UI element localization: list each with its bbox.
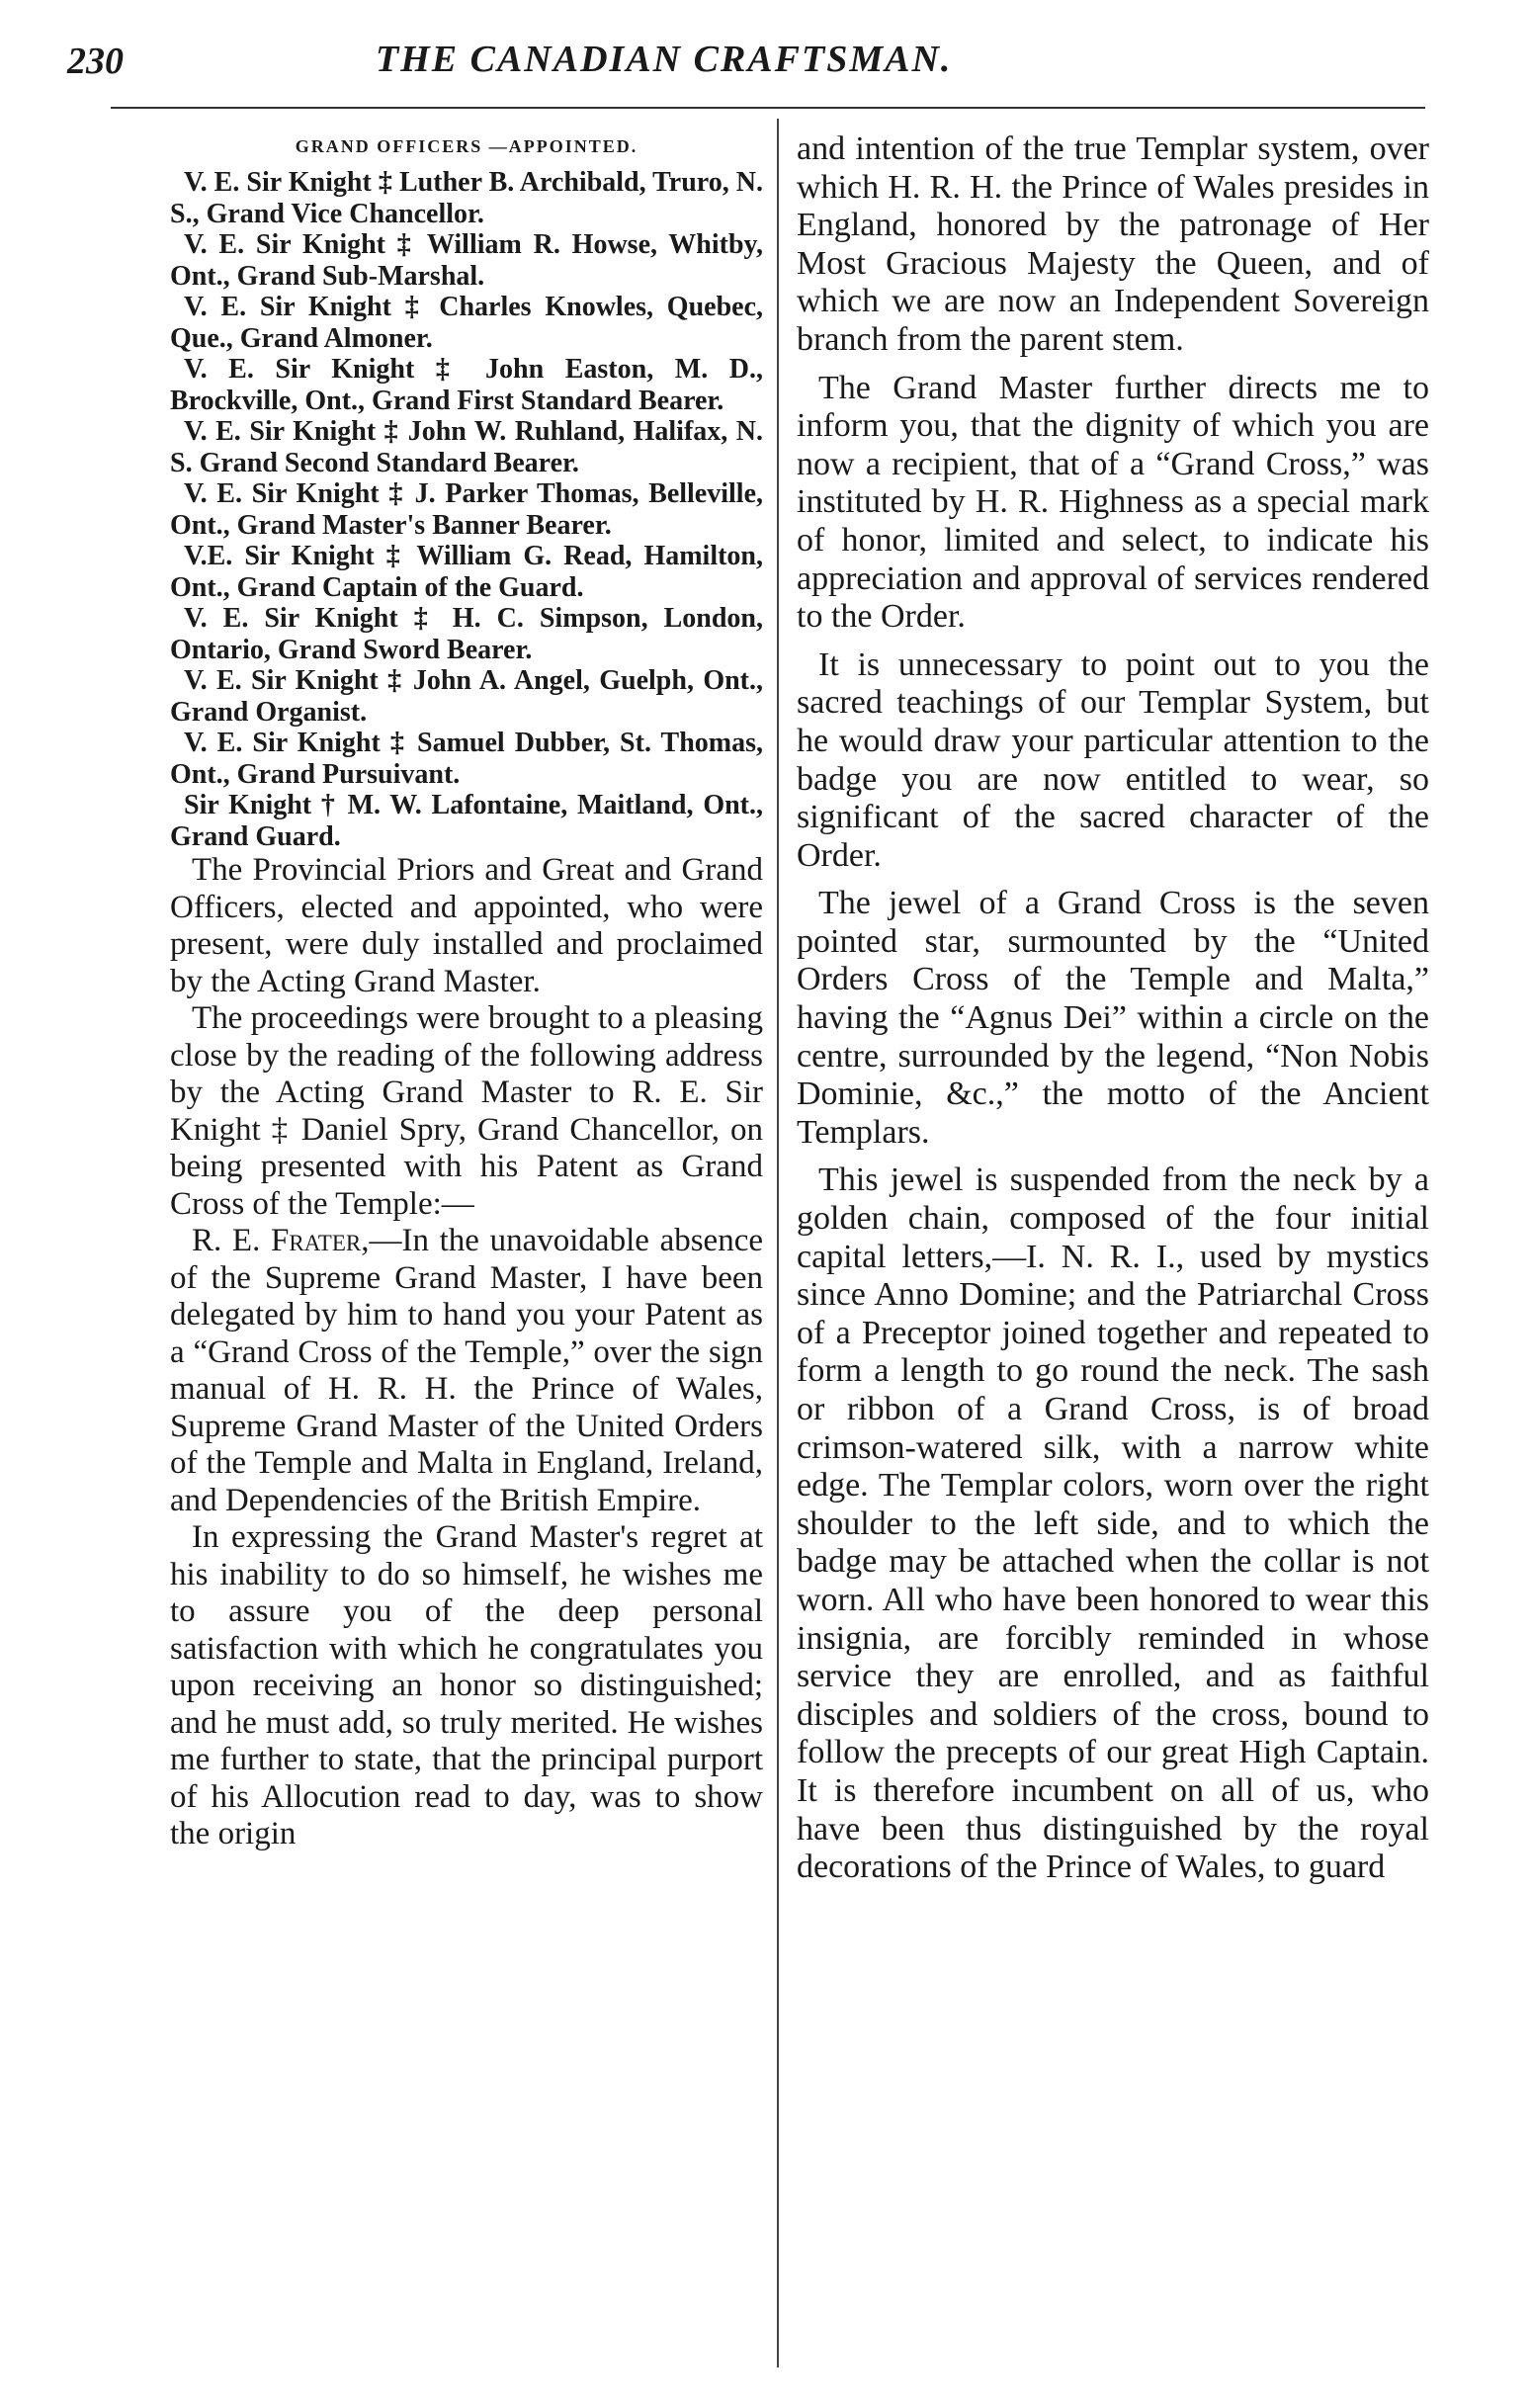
officer-entry: V. E. Sir Knight ‡ Luther B. Archibald, Truro, N. S., Grand Vice Chancellor. xyxy=(170,167,763,229)
officer-entry: V. E. Sir Knight ‡ H. C. Simpson, London, Ontario, Grand Sword Bearer. xyxy=(170,603,763,665)
paragraph-proceedings: The proceedings were brought to a pleasing close by the reading of the following address by the Acting Grand Master to R. E. Sir Knight ‡ Daniel Spry, Grand Chancellor, on being presented with his Patent as Grand Cross of the Temple:— xyxy=(170,1000,763,1222)
left-column xyxy=(170,130,763,1853)
paragraph-jewel: The jewel of a Grand Cross is the seven pointed star, surmounted by the “United Orders Cross of the Temple and Malta,” having the “Agnus Dei” within a circle on the centre, surrounded by the legend, “Non Nobis Dominie, &c.,” the motto of the Ancient Templars. xyxy=(797,885,1429,1151)
running-title: THE CANADIAN CRAFTSMAN. xyxy=(376,39,953,80)
column-divider xyxy=(777,119,779,2367)
header-rule xyxy=(111,107,1425,109)
officer-entry: Sir Knight † M. W. Lafontaine, Maitland, Ont., Grand Guard. xyxy=(170,790,763,852)
paragraph-regret: In expressing the Grand Master's regret at his inability to do so himself, he wishes me to assure you of the deep personal satisfaction with which he congratulates you upon receiving an honor so distinguished; and he must add, so truly merited. He wishes me further to state, that the principal purport of his Allocution read to day, was to show the origin xyxy=(170,1519,763,1851)
officer-entry: V. E. Sir Knight ‡ J. Parker Thomas, Belleville, Ont., Grand Master's Banner Bearer. xyxy=(170,478,763,541)
right-column xyxy=(797,130,1429,1887)
paragraph-address-opening xyxy=(170,1223,763,1519)
officer-entry: V. E. Sir Knight ‡ John A. Angel, Guelph, Ont., Grand Organist. xyxy=(170,665,763,728)
officer-entry: V. E. Sir Knight ‡ John Easton, M. D., Brockville, Ont., Grand First Standard Bearer. xyxy=(170,354,763,416)
paragraph-continuation: and intention of the true Templar system, over which H. R. H. the Prince of Wales presides in England, honored by the patronage of Her Most Gracious Majesty the Queen, and of which we are now an Independent Sovereign branch from the parent stem. xyxy=(797,130,1429,358)
paragraph-suspended: This jewel is suspended from the neck by a golden chain, composed of the four initial capital letters,—I. N. R. I., used by mystics since Anno Domine; and the Patriarchal Cross of a Preceptor joined together and repeated to form a length to go round the neck. The sash or ribbon of a Grand Cross, is of broad crimson-watered silk, with a narrow white edge. The Templar colors, worn over the right shoulder to the left side, and to which the badge may be attached when the collar is not worn. All who have been honored to wear this insignia, are forcibly reminded in whose service they are enrolled, and as faithful disciples and soldiers of the cross, bound to follow the precepts of our great High Captain. It is therefore incumbent on all of us, who have been thus distinguished by the royal decorations of the Prince of Wales, to guard xyxy=(797,1161,1429,1886)
officer-entry: V.E. Sir Knight ‡ William G. Read, Hamilton, Ont., Grand Captain of the Guard. xyxy=(170,541,763,603)
address-text: —In the unavoidable absence of the Supreme Grand Master, I have been delegated by him to hand you your Patent as a “Grand Cross of the Temple,” over the sign manual of H. R. H. the Prince of Wales, Supreme Grand Master of the United Orders of the Temple and Malta in England, Ireland, and Dependencies of the British Empire. xyxy=(170,1223,763,1518)
page-number: 230 xyxy=(67,41,124,82)
salutation: R. E. Frater, xyxy=(192,1223,370,1258)
officer-entry: V. E. Sir Knight ‡ Samuel Dubber, St. Thomas, Ont., Grand Pursuivant. xyxy=(170,728,763,790)
paragraph-dignity: The Grand Master further directs me to inform you, that the dignity of which you are now a recipient, that of a “Grand Cross,” was instituted by H. R. Highness as a special mark of honor, limited and select, to indicate his appreciation and approval of services rendered to the Order. xyxy=(797,369,1429,636)
paragraph-teachings: It is unnecessary to point out to you the sacred teachings of our Templar System, but he would draw your particular attention to the badge you are now entitled to wear, so significant of the sacred character of the Order. xyxy=(797,645,1429,874)
officer-list xyxy=(170,167,763,852)
paragraph-installed: The Provincial Priors and Great and Grand Officers, elected and appointed, who were present, were duly installed and proclaimed by the Acting Grand Master. xyxy=(170,852,763,999)
officer-entry: V. E. Sir Knight ‡ John W. Ruhland, Halifax, N. S. Grand Second Standard Bearer. xyxy=(170,416,763,478)
section-heading: GRAND OFFICERS —APPOINTED. xyxy=(295,136,638,156)
officer-entry: V. E. Sir Knight ‡ Charles Knowles, Quebec, Que., Grand Almoner. xyxy=(170,292,763,354)
officer-entry: V. E. Sir Knight ‡ William R. Howse, Whitby, Ont., Grand Sub-Marshal. xyxy=(170,229,763,292)
